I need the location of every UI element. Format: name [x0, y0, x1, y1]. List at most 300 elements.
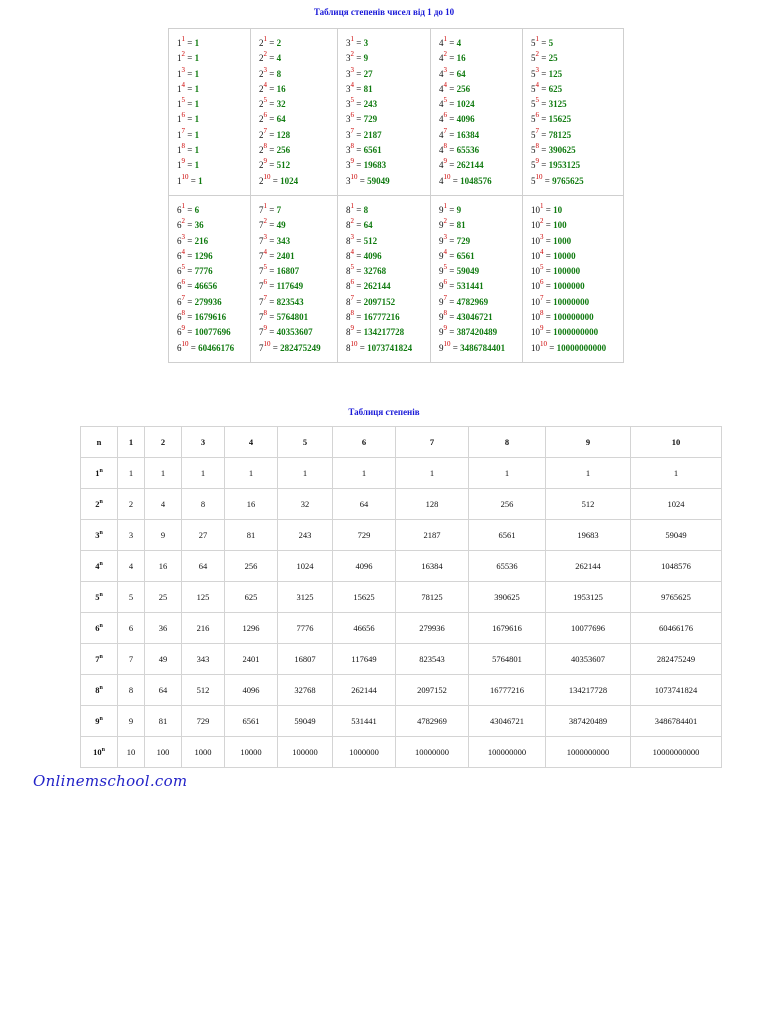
power-base: 1	[177, 53, 182, 64]
power-line: $4^4 = 256$	[439, 80, 471, 94]
power-line: $4^2 = 16$	[439, 50, 466, 64]
power-result: 1048576	[460, 175, 492, 186]
power-base: 7	[259, 235, 264, 246]
grid-cell: 5	[118, 582, 145, 613]
power-exponent: 5	[350, 263, 354, 272]
power-exponent: 5	[181, 263, 185, 272]
power-result: 1024	[280, 175, 299, 186]
row-base: 5	[95, 592, 100, 602]
power-line: $1^3 = 1$	[177, 65, 200, 79]
power-line: $7^5 = 16807$	[259, 263, 300, 277]
power-line: $7^7 = 823543$	[259, 293, 304, 307]
power-base: 3	[346, 145, 351, 156]
power-exponent: 7	[263, 126, 267, 135]
power-exponent: 4	[350, 247, 354, 256]
grid-column-header: 3	[182, 427, 225, 458]
power-result: 5764801	[276, 312, 309, 323]
power-line: $3^9 = 19683$	[346, 157, 387, 171]
power-base: 5	[531, 175, 536, 186]
grid-cell: 729	[182, 706, 225, 737]
power-line: $1^8 = 1$	[177, 142, 200, 156]
row-exponent: n	[99, 530, 103, 537]
power-base: 1	[177, 160, 182, 171]
row-header	[81, 582, 118, 613]
grid-column-header: 9	[546, 427, 631, 458]
power-line: $6^{10} = 60466176$	[177, 339, 235, 353]
power-exponent: 5	[443, 263, 447, 272]
power-result: 279936	[194, 296, 222, 307]
power-line: $5^4 = 625$	[531, 80, 563, 94]
power-line: $8^1 = 8$	[346, 201, 369, 215]
grid-cell: 4096	[225, 675, 278, 706]
power-base: 9	[439, 312, 444, 323]
power-line: $5^1 = 5$	[531, 35, 554, 48]
power-base: 2	[259, 68, 264, 79]
power-result: 46656	[194, 281, 218, 292]
grid-cell: 6561	[225, 706, 278, 737]
power-exponent: 2	[540, 217, 544, 226]
power-line: $5^2 = 25$	[531, 50, 558, 64]
power-exponent: 7	[181, 126, 185, 135]
power-exponent: 7	[443, 293, 447, 302]
power-line: $4^8 = 65536$	[439, 142, 480, 156]
power-base: 1	[177, 83, 182, 94]
power-line: $1^{10} = 1$	[177, 172, 203, 186]
grid-cell: 343	[182, 644, 225, 675]
power-exponent: 5	[350, 96, 354, 105]
power-exponent: 9	[535, 157, 539, 166]
power-line: $8^4 = 4096$	[346, 247, 382, 261]
power-result: 4096	[456, 114, 475, 125]
power-base: 2	[259, 38, 264, 48]
power-exponent: 5	[540, 263, 544, 272]
grid-cell: 5764801	[469, 644, 546, 675]
power-result: 1	[194, 53, 200, 64]
row-exponent: n	[99, 561, 103, 568]
grid-cell: 4096	[333, 551, 396, 582]
grid-cell: 81	[225, 520, 278, 551]
power-exponent: 9	[181, 157, 185, 166]
power-base: 4	[439, 175, 444, 186]
power-line: $7^4 = 2401$	[259, 247, 295, 261]
power-base: 8	[346, 204, 351, 215]
table-row	[81, 582, 722, 613]
row-header	[81, 706, 118, 737]
power-result: 625	[548, 83, 563, 94]
power-base: 9	[439, 327, 444, 338]
power-exponent: 3	[443, 65, 447, 74]
grid-cell: 1	[631, 458, 722, 489]
power-base: 9	[439, 220, 444, 231]
grid-cell: 216	[182, 613, 225, 644]
power-result: 4	[456, 38, 462, 48]
power-exponent: 5	[181, 96, 185, 105]
power-result: 256	[276, 145, 291, 156]
power-exponent: 3	[443, 232, 447, 241]
power-line: $5^6 = 15625$	[531, 111, 572, 125]
power-exponent: 9	[443, 157, 447, 166]
power-base: 1	[177, 114, 182, 125]
power-line: $6^3 = 216$	[177, 232, 209, 246]
power-result: 8	[276, 68, 282, 79]
power-base: 10	[531, 204, 540, 215]
power-base: 5	[531, 53, 536, 64]
table-row	[81, 489, 722, 520]
grid-cell: 81	[145, 706, 182, 737]
power-line: $4^6 = 4096$	[439, 111, 475, 125]
power-base: 10	[531, 266, 540, 277]
power-line: $8^2 = 64$	[346, 217, 373, 231]
power-base: 3	[346, 129, 351, 140]
power-line: $4^9 = 262144$	[439, 157, 484, 171]
grid-cell: 256	[469, 489, 546, 520]
power-base: 6	[177, 312, 182, 323]
grid-cell: 625	[225, 582, 278, 613]
power-base: 9	[439, 250, 444, 261]
grid-cell: 1	[182, 458, 225, 489]
table-row	[81, 520, 722, 551]
power-line: $2^1 = 2$	[259, 35, 282, 48]
power-base: 8	[346, 296, 351, 307]
power-exponent: 7	[443, 126, 447, 135]
power-base: 8	[346, 312, 351, 323]
power-line: $8^{10} = 1073741824$	[346, 339, 413, 353]
power-exponent: 1	[181, 201, 185, 210]
power-result: 1296	[194, 250, 213, 261]
row-exponent: n	[99, 468, 103, 475]
powers-grid	[80, 426, 722, 768]
power-exponent: 2	[443, 50, 447, 59]
power-line: $3^5 = 243$	[346, 96, 378, 110]
power-exponent: 2	[181, 50, 185, 59]
power-line: $4^{10} = 1048576$	[439, 172, 492, 186]
grid-cell: 4	[145, 489, 182, 520]
row-base: 2	[95, 499, 100, 509]
grid-cell: 49	[145, 644, 182, 675]
grid-cell: 16	[225, 489, 278, 520]
power-line: $1^5 = 1$	[177, 96, 200, 110]
power-exponent: 4	[443, 247, 447, 256]
power-line: $3^6 = 729$	[346, 111, 378, 125]
grid-cell: 46656	[333, 613, 396, 644]
grid-cell: 32768	[278, 675, 333, 706]
powers-cell	[431, 29, 523, 196]
power-result: 1	[198, 175, 203, 186]
grid-cell: 27	[182, 520, 225, 551]
power-base: 2	[259, 99, 264, 110]
grid-cell: 531441	[333, 706, 396, 737]
row-exponent: n	[101, 747, 105, 754]
power-base: 8	[346, 327, 351, 338]
row-header	[81, 489, 118, 520]
power-result: 59049	[456, 266, 480, 277]
power-exponent: 10	[443, 339, 451, 348]
grid-cell: 512	[182, 675, 225, 706]
power-base: 9	[439, 235, 444, 246]
grid-cell: 6561	[469, 520, 546, 551]
power-result: 16807	[276, 266, 300, 277]
power-result: 64	[363, 220, 373, 231]
power-result: 3486784401	[460, 342, 506, 353]
power-exponent: 1	[540, 201, 544, 210]
power-line: $2^9 = 512$	[259, 157, 291, 171]
power-result: 100000000	[553, 312, 594, 323]
grid-column-header: 1	[118, 427, 145, 458]
power-exponent: 8	[263, 142, 267, 151]
power-line: $4^7 = 16384$	[439, 126, 480, 140]
power-result: 387420489	[456, 327, 498, 338]
powers-cell	[523, 29, 624, 196]
power-exponent: 5	[263, 96, 267, 105]
power-exponent: 1	[263, 201, 267, 210]
power-line: $7^6 = 117649$	[259, 278, 304, 292]
power-line: $10^7 = 10000000$	[531, 293, 590, 307]
power-line: $10^2 = 100$	[531, 217, 567, 231]
power-exponent: 10	[263, 339, 271, 348]
grid-cell: 282475249	[631, 644, 722, 675]
grid-cell: 15625	[333, 582, 396, 613]
power-base: 10	[531, 281, 540, 292]
power-base: 7	[259, 204, 264, 215]
grid-cell: 125	[182, 582, 225, 613]
power-exponent: 8	[443, 309, 447, 318]
grid-cell: 16807	[278, 644, 333, 675]
power-line: $4^3 = 64$	[439, 65, 466, 79]
powers-table	[168, 28, 624, 363]
power-result: 729	[456, 235, 471, 246]
power-line: $1^7 = 1$	[177, 126, 200, 140]
power-exponent: 5	[443, 96, 447, 105]
power-exponent: 1	[535, 35, 539, 43]
power-base: 10	[531, 235, 540, 246]
power-line: $2^{10} = 1024$	[259, 172, 299, 186]
row-base: 9	[95, 716, 100, 726]
power-base: 10	[531, 312, 540, 323]
power-exponent: 4	[263, 247, 267, 256]
power-result: 16777216	[363, 312, 400, 323]
power-result: 25	[548, 53, 558, 64]
power-base: 4	[439, 160, 444, 171]
grid-cell: 100000000	[469, 737, 546, 768]
power-line: $10^{10} = 10000000000$	[531, 339, 607, 353]
grid-cell: 16777216	[469, 675, 546, 706]
grid-cell: 117649	[333, 644, 396, 675]
power-exponent: 4	[263, 80, 267, 89]
power-exponent: 10	[535, 172, 543, 181]
power-result: 10000	[553, 250, 576, 261]
power-exponent: 1	[181, 35, 185, 43]
power-line: $2^6 = 64$	[259, 111, 286, 125]
power-result: 216	[194, 235, 209, 246]
grid-cell: 64	[145, 675, 182, 706]
power-result: 60466176	[198, 342, 235, 353]
power-result: 390625	[548, 145, 576, 156]
power-result: 6	[194, 204, 200, 215]
power-result: 6561	[456, 250, 475, 261]
grid-cell: 823543	[396, 644, 469, 675]
power-line: $3^7 = 2187$	[346, 126, 382, 140]
grid-cell: 10000000	[396, 737, 469, 768]
power-base: 5	[531, 145, 536, 156]
power-base: 4	[439, 53, 444, 64]
power-line: $7^9 = 40353607$	[259, 324, 313, 338]
grid-cell: 6	[118, 613, 145, 644]
power-result: 6561	[363, 145, 382, 156]
grid-cell: 128	[396, 489, 469, 520]
power-result: 32	[276, 99, 286, 110]
powers-cell	[338, 195, 431, 362]
grid-cell: 7776	[278, 613, 333, 644]
power-exponent: 8	[263, 309, 267, 318]
power-base: 9	[439, 204, 444, 215]
power-base: 2	[259, 53, 264, 64]
power-line: $6^1 = 6$	[177, 201, 200, 215]
power-result: 9765625	[552, 175, 584, 186]
row-exponent: n	[99, 499, 103, 506]
site-link[interactable]: Onlinemschool.com	[33, 772, 188, 790]
power-result: 4096	[363, 250, 382, 261]
power-line: $7^2 = 49$	[259, 217, 286, 231]
power-base: 2	[259, 114, 264, 125]
power-exponent: 4	[443, 80, 447, 89]
power-result: 134217728	[363, 327, 405, 338]
grid-cell: 64	[182, 551, 225, 582]
table-row	[81, 675, 722, 706]
power-base: 9	[439, 342, 444, 353]
power-exponent: 6	[540, 278, 544, 287]
grid-cell: 40353607	[546, 644, 631, 675]
power-result: 7776	[194, 266, 213, 277]
power-base: 3	[346, 53, 351, 64]
power-result: 100000	[553, 266, 581, 277]
power-exponent: 6	[181, 111, 185, 120]
power-result: 15625	[548, 114, 572, 125]
grid-column-header: 4	[225, 427, 278, 458]
power-exponent: 9	[540, 324, 544, 333]
grid-cell: 390625	[469, 582, 546, 613]
power-line: $6^8 = 1679616$	[177, 309, 227, 323]
power-exponent: 10	[263, 172, 271, 181]
power-base: 3	[346, 83, 351, 94]
power-exponent: 1	[443, 201, 447, 210]
power-base: 2	[259, 160, 264, 171]
table-row	[81, 706, 722, 737]
power-result: 256	[456, 83, 471, 94]
grid-cell: 3125	[278, 582, 333, 613]
power-result: 65536	[456, 145, 480, 156]
power-base: 1	[177, 38, 182, 48]
power-line: $10^3 = 1000$	[531, 232, 572, 246]
power-exponent: 8	[181, 142, 185, 151]
power-base: 7	[259, 266, 264, 277]
grid-cell: 256	[225, 551, 278, 582]
grid-cell: 2401	[225, 644, 278, 675]
grid-cell: 1	[396, 458, 469, 489]
grid-cell: 1000000000	[546, 737, 631, 768]
grid-cell: 8	[118, 675, 145, 706]
power-exponent: 7	[350, 293, 354, 302]
power-exponent: 1	[263, 35, 267, 43]
power-exponent: 2	[181, 217, 185, 226]
power-base: 9	[439, 266, 444, 277]
power-result: 64	[456, 68, 466, 79]
grid-cell: 262144	[333, 675, 396, 706]
grid-cell: 3	[118, 520, 145, 551]
grid-column-header: 5	[278, 427, 333, 458]
power-result: 1	[194, 160, 200, 171]
power-exponent: 10	[443, 172, 451, 181]
power-base: 6	[177, 235, 182, 246]
power-base: 4	[439, 83, 444, 94]
power-result: 78125	[548, 129, 572, 140]
power-base: 9	[439, 281, 444, 292]
power-result: 343	[276, 235, 291, 246]
power-result: 117649	[276, 281, 304, 292]
power-base: 4	[439, 99, 444, 110]
power-exponent: 2	[350, 50, 354, 59]
power-exponent: 2	[263, 217, 267, 226]
power-exponent: 4	[540, 247, 544, 256]
power-result: 262144	[363, 281, 391, 292]
power-exponent: 10	[181, 172, 189, 181]
power-base: 7	[259, 250, 264, 261]
power-exponent: 2	[263, 50, 267, 59]
power-line: $9^9 = 387420489$	[439, 324, 498, 338]
power-result: 49	[276, 220, 286, 231]
power-exponent: 2	[443, 217, 447, 226]
power-base: 3	[346, 160, 351, 171]
grid-cell: 19683	[546, 520, 631, 551]
row-header	[81, 613, 118, 644]
power-line: $5^8 = 390625$	[531, 142, 576, 156]
power-base: 1	[177, 129, 182, 140]
row-header	[81, 551, 118, 582]
grid-cell: 36	[145, 613, 182, 644]
grid-cell: 1024	[278, 551, 333, 582]
grid-cell: 2187	[396, 520, 469, 551]
grid-cell: 387420489	[546, 706, 631, 737]
power-exponent: 7	[540, 293, 544, 302]
power-result: 1000	[553, 235, 572, 246]
power-exponent: 9	[181, 324, 185, 333]
grid-cell: 1	[546, 458, 631, 489]
grid-column-header: 8	[469, 427, 546, 458]
power-exponent: 1	[350, 201, 354, 210]
power-exponent: 8	[535, 142, 539, 151]
power-line: $10^9 = 1000000000$	[531, 324, 599, 338]
grid-cell: 100	[145, 737, 182, 768]
power-exponent: 7	[181, 293, 185, 302]
row-base: 7	[95, 654, 100, 664]
power-exponent: 7	[535, 126, 539, 135]
grid-cell: 1048576	[631, 551, 722, 582]
power-line: $6^6 = 46656$	[177, 278, 218, 292]
power-line: $4^1 = 4$	[439, 35, 462, 48]
power-line: $2^4 = 16$	[259, 80, 286, 94]
power-base: 5	[531, 83, 536, 94]
power-line: $1^4 = 1$	[177, 80, 200, 94]
grid-cell: 1000000	[333, 737, 396, 768]
power-exponent: 9	[263, 324, 267, 333]
grid-corner: n	[81, 427, 118, 458]
power-result: 512	[363, 235, 378, 246]
power-result: 16384	[456, 129, 480, 140]
power-base: 4	[439, 129, 444, 140]
power-base: 7	[259, 220, 264, 231]
powers-cell	[431, 195, 523, 362]
power-exponent: 3	[535, 65, 539, 74]
power-line: $5^5 = 3125$	[531, 96, 567, 110]
